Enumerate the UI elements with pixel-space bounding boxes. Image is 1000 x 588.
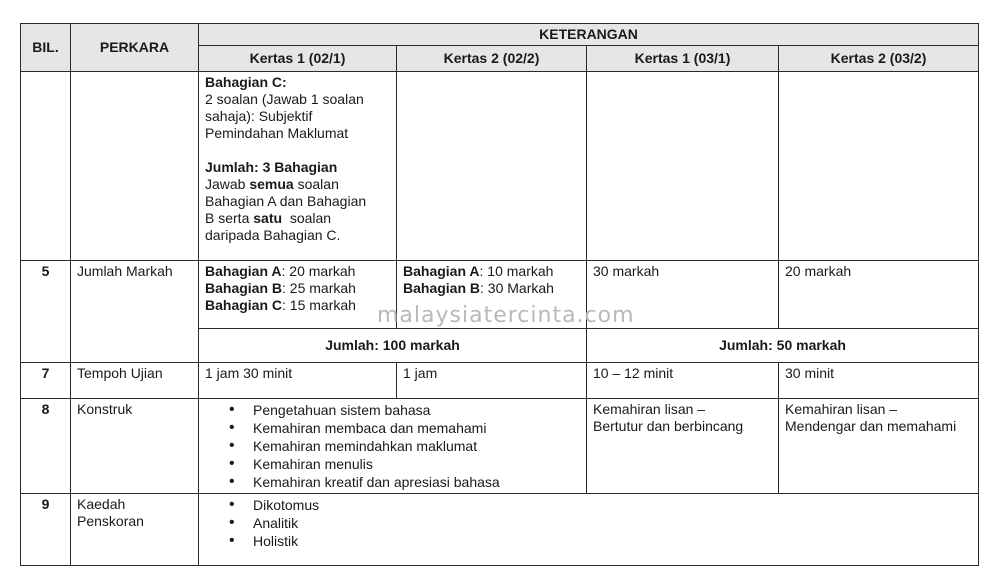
jumlah-bahagian-title: Jumlah: 3 Bahagian — [205, 159, 338, 175]
header-bil: BIL. — [21, 24, 71, 72]
instruction-line: Bahagian A dan Bahagian — [205, 193, 367, 209]
row-label: Tempoh Ujian — [71, 363, 199, 399]
assessment-table — [20, 23, 979, 566]
penskoran-list-cell — [199, 494, 979, 566]
row-number: 7 — [21, 363, 71, 399]
row-number: 5 — [21, 261, 71, 363]
table-row-tempoh-ujian — [21, 363, 979, 399]
bahagian-c-title: Bahagian C: — [205, 74, 287, 90]
header-keterangan: KETERANGAN — [199, 24, 979, 46]
bahagian-c-line: sahaja): Subjektif — [205, 108, 313, 124]
bahagian-c-cell — [199, 72, 397, 261]
markah-k1: Bahagian A: 20 markah Bahagian B: 25 markah Bahagian C: 15 markah — [199, 261, 397, 329]
table-row-continued — [21, 72, 979, 261]
table-row-kaedah-penskoran — [21, 494, 979, 566]
header-kertas2-02: Kertas 2 (02/2) — [397, 46, 587, 72]
instruction-line: B serta satu soalan — [205, 210, 332, 226]
markah-k3: 30 markah — [587, 261, 779, 329]
konstruk-k4: Kemahiran lisan – Mendengar dan memahami — [779, 399, 979, 494]
total-02: Jumlah: 100 markah — [199, 329, 587, 363]
tempoh-k2: 1 jam — [397, 363, 587, 399]
tempoh-k3: 10 – 12 minit — [587, 363, 779, 399]
konstruk-list — [205, 401, 580, 491]
header-kertas1-03: Kertas 1 (03/1) — [587, 46, 779, 72]
list-item: • Analitik — [253, 514, 972, 532]
list-item: • Kemahiran memindahkan maklumat — [253, 437, 580, 455]
jawab-line: Jawab semua soalan — [205, 176, 339, 192]
row-label: Konstruk — [71, 399, 199, 494]
list-item: • Kemahiran menulis — [253, 455, 580, 473]
tempoh-k4: 30 minit — [779, 363, 979, 399]
list-item: • Holistik — [253, 532, 972, 550]
row-label: Kaedah Penskoran — [71, 494, 199, 566]
konstruk-k3: Kemahiran lisan – Bertutur dan berbincang — [587, 399, 779, 494]
header-kertas2-03: Kertas 2 (03/2) — [779, 46, 979, 72]
header-perkara: PERKARA — [71, 24, 199, 72]
row-label: Jumlah Markah — [71, 261, 199, 363]
list-item: • Dikotomus — [253, 496, 972, 514]
markah-k4: 20 markah — [779, 261, 979, 329]
total-03: Jumlah: 50 markah — [587, 329, 979, 363]
row-number: 9 — [21, 494, 71, 566]
list-item: • Kemahiran kreatif dan apresiasi bahasa — [253, 473, 580, 491]
instruction-line: daripada Bahagian C. — [205, 227, 341, 243]
tempoh-k1: 1 jam 30 minit — [199, 363, 397, 399]
konstruk-list-cell — [199, 399, 587, 494]
header-kertas1-02: Kertas 1 (02/1) — [199, 46, 397, 72]
list-item: • Pengetahuan sistem bahasa — [253, 401, 580, 419]
row-number: 8 — [21, 399, 71, 494]
markah-k2: Bahagian A: 10 markah Bahagian B: 30 Markah — [397, 261, 587, 329]
watermark: malaysiatercinta.com — [377, 303, 635, 328]
table-row-konstruk — [21, 399, 979, 494]
penskoran-list — [205, 496, 972, 550]
list-item: • Kemahiran membaca dan memahami — [253, 419, 580, 437]
bahagian-c-line: 2 soalan (Jawab 1 soalan — [205, 91, 364, 107]
bahagian-c-line: Pemindahan Maklumat — [205, 125, 349, 141]
